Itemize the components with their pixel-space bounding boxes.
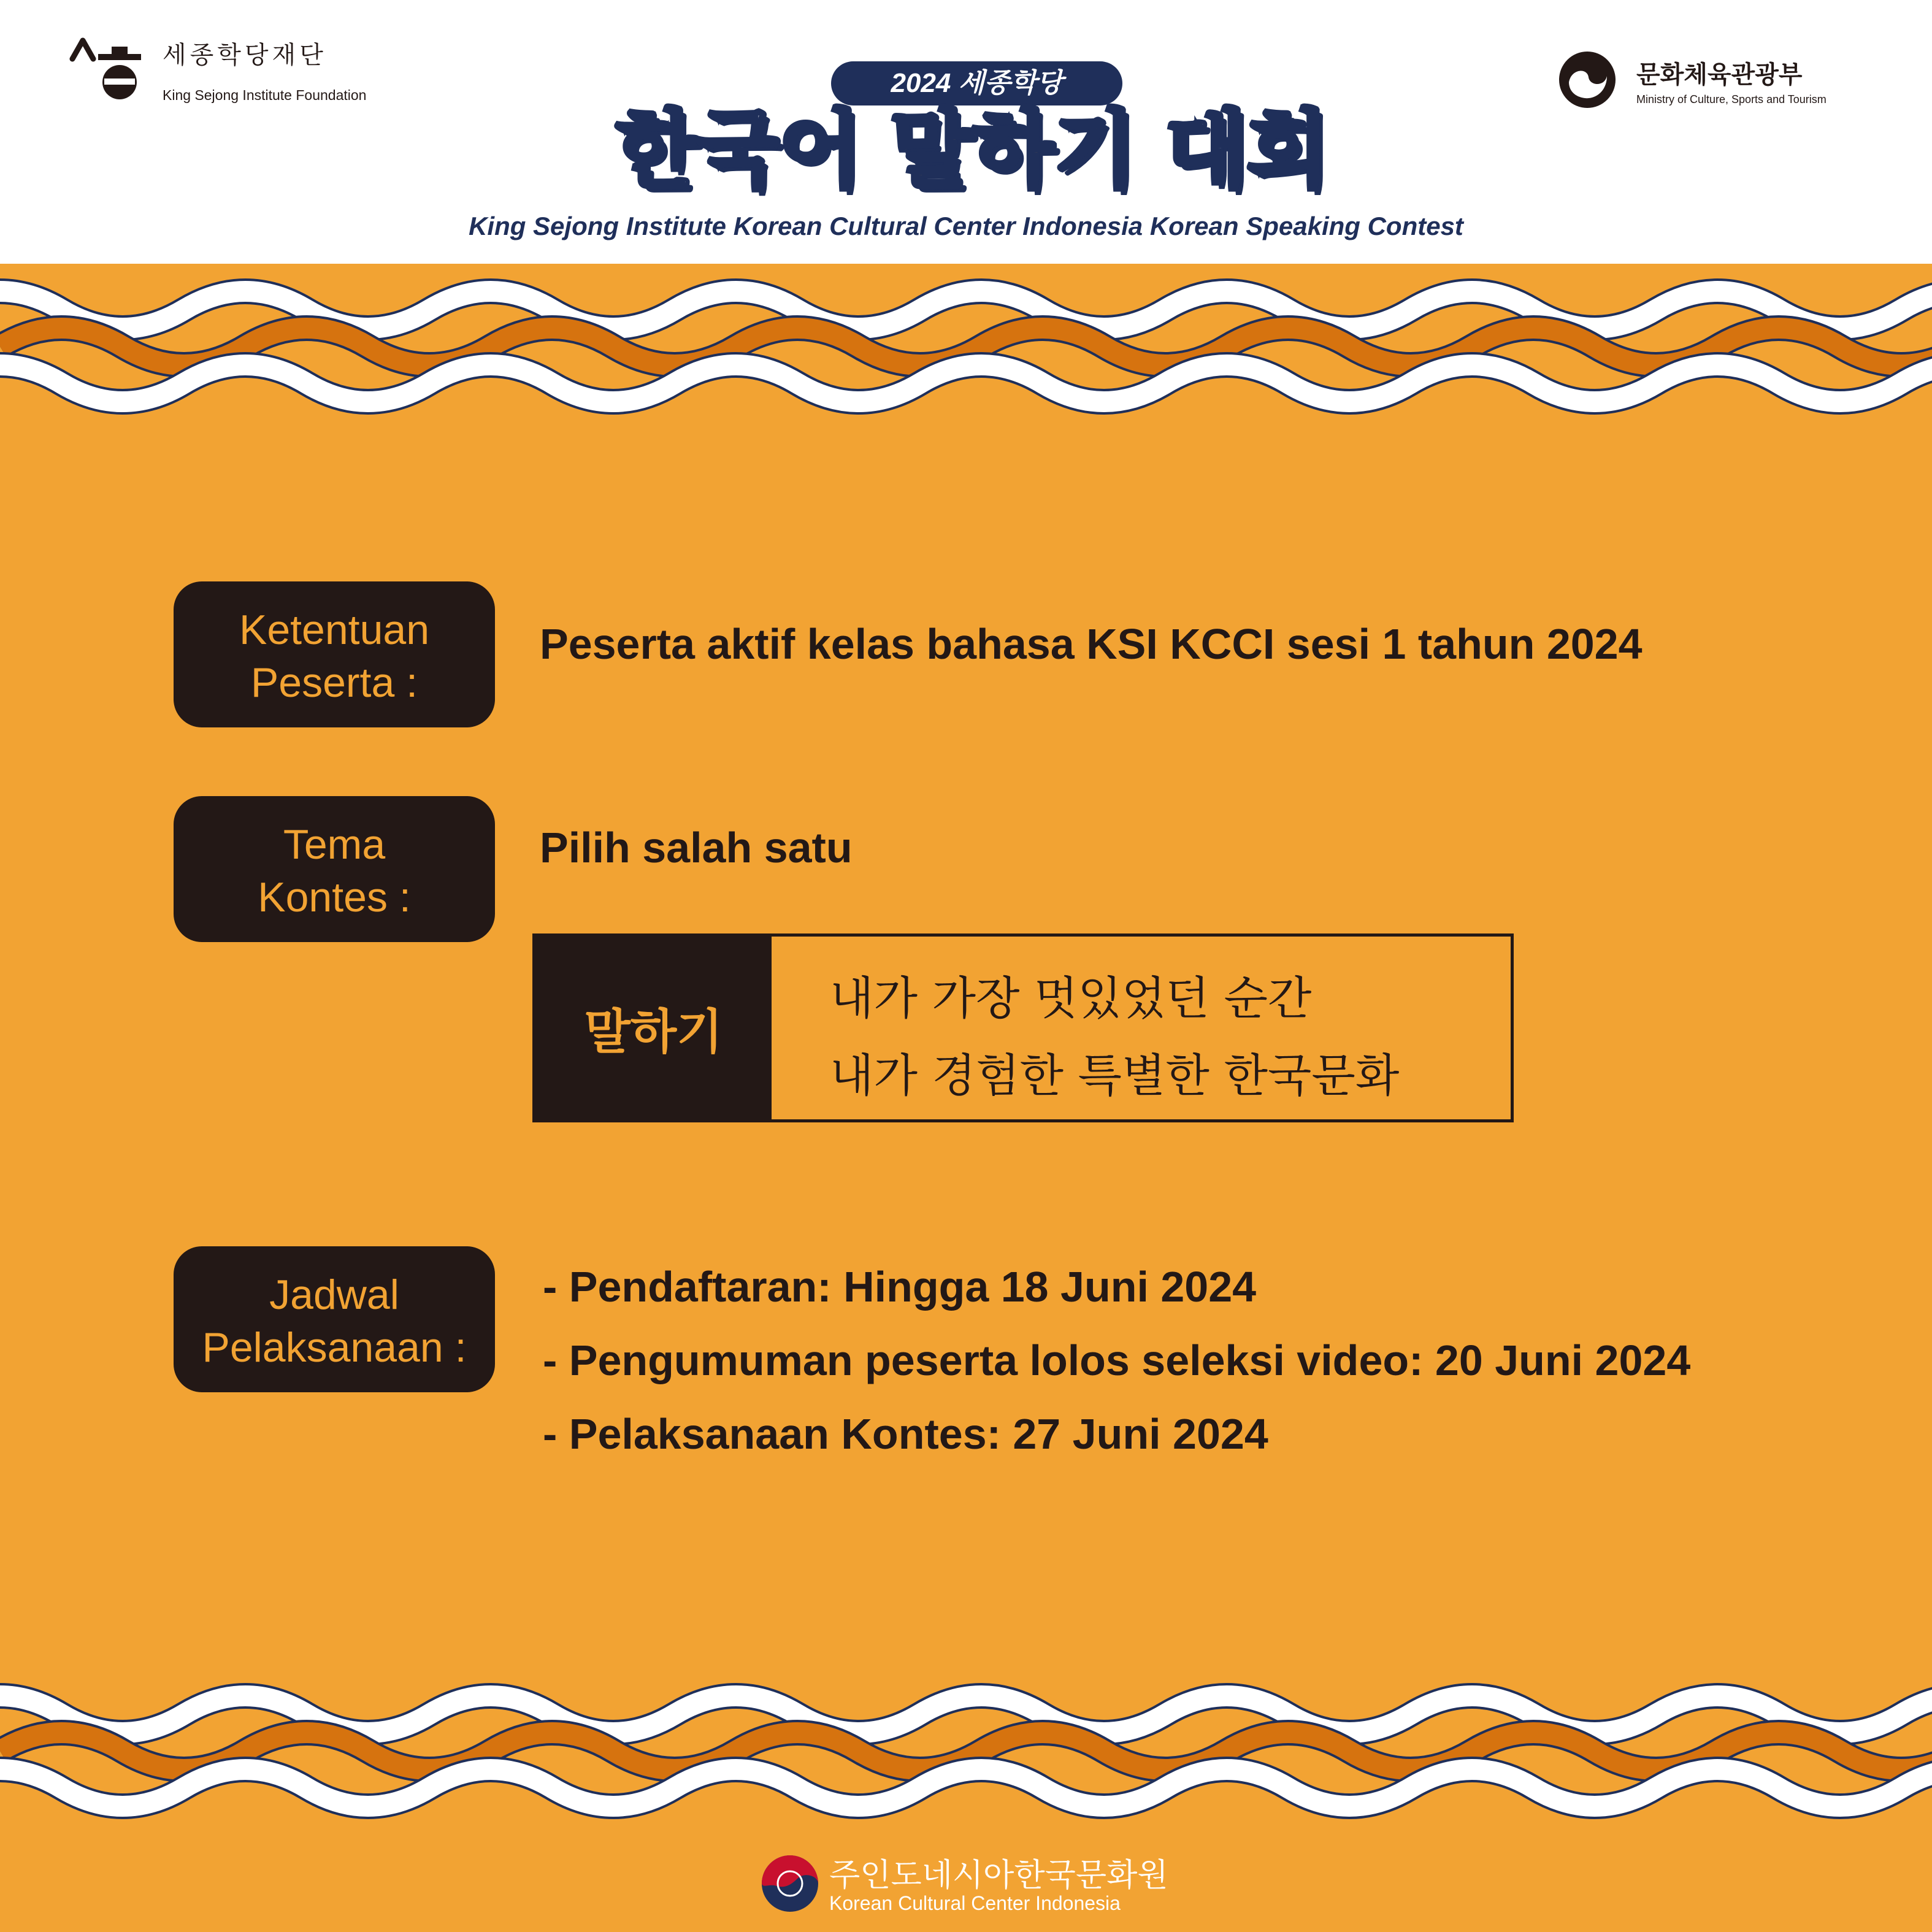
label-theme-text: Tema Kontes :: [258, 821, 411, 921]
ksif-logo: [67, 29, 386, 109]
schedule-item-announcement: - Pengumuman peserta lolos seleksi video: 20 Juni 2024: [543, 1336, 1691, 1384]
topic-item-2: 내가 경험한 특별한 한국문화: [830, 1049, 1400, 1102]
title-part-contest: 대회: [1165, 101, 1329, 199]
year-badge: 2024 세종학당: [831, 61, 1122, 105]
title-part-speaking: 말하기: [890, 101, 1136, 199]
label-schedule: [174, 1246, 495, 1392]
label-theme: [174, 796, 495, 942]
taegeuk-emblem-icon: [761, 1854, 819, 1913]
topic-item-1: 내가 가장 멋있었던 순간: [830, 972, 1312, 1025]
king-sejong-emblem-icon: [67, 29, 147, 109]
taegeuk-emblem-icon: [1558, 50, 1617, 109]
main-title: [583, 98, 1362, 202]
footer-kcc-logo: [761, 1849, 1178, 1917]
label-schedule-text: Jadwal Pelaksanaan :: [202, 1271, 467, 1371]
mcst-english-name: Ministry of Culture, Sports and Tourism: [1636, 93, 1827, 105]
ksif-english-name: King Sejong Institute Foundation: [163, 87, 367, 103]
label-eligibility-text: Ketentuan Peserta :: [239, 607, 430, 706]
decorative-wave-bottom: [0, 1662, 1932, 1840]
decorative-wave-top: [0, 258, 1932, 435]
schedule-item-contest: - Pelaksanaan Kontes: 27 Juni 2024: [543, 1410, 1268, 1458]
mcst-korean-name: 문화체육관광부: [1636, 61, 1803, 89]
theme-intro: Pilih salah satu: [540, 824, 853, 872]
ksif-korean-name: 세종학당재단: [163, 41, 327, 69]
eligibility-text: Peserta aktif kelas bahasa KSI KCCI sesi 1 tahun 2024: [540, 620, 1643, 668]
schedule-item-registration: - Pendaftaran: Hingga 18 Juni 2024: [543, 1263, 1257, 1311]
mcst-logo: [1558, 50, 1877, 115]
kcc-korean-name: 주인도네시아한국문화원: [829, 1857, 1168, 1894]
topic-box: [532, 933, 1514, 1122]
topic-category: 말하기: [535, 937, 772, 1119]
title-part-korean: 한국어: [615, 101, 861, 199]
subtitle: King Sejong Institute Korean Cultural Center Indonesia Korean Speaking Contest: [469, 212, 1463, 240]
kcc-english-name: Korean Cultural Center Indonesia: [829, 1892, 1121, 1914]
label-eligibility: [174, 581, 495, 727]
